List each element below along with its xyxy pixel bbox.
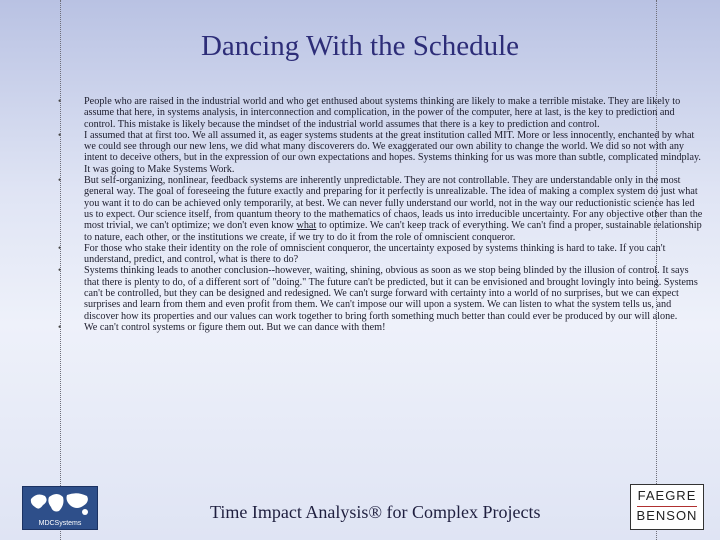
bullet-item (58, 96, 704, 130)
emphasis-what: what (296, 220, 317, 232)
bullet-item (58, 175, 704, 243)
bullet-marker: • (58, 96, 62, 106)
bullet-item (58, 322, 704, 333)
bullet-text: But self-organizing, nonlinear, feedback systems are inherently unpredictable. They are not controllable. They are understandable only in the most general way. The goal of foreseeing the future exactly and preparing for it perfectly is unrealizable. The idea of making a complex system do just what you want it to do can be achieved only temporarily, at best. We can never fully understand our world, not in the way our reductionistic science has led us to expect. Our science itself, from quantum theory to the mathematics of chaos, leads us into irreducible uncertainty. For any objective other than the most trivial, we can't optimize; we don't even know what to optimize. We can't keep track of everything. We can't find a proper, sustainable relationship to nature, each other, or the institutions we create, if we try to do it from the role of omniscient conqueror. (84, 175, 703, 243)
benson-text: BENSON (636, 508, 698, 523)
bullet-item (58, 265, 704, 321)
faegre-text: FAEGRE (637, 488, 697, 503)
bullet-item (58, 243, 704, 266)
bullet-text: Systems thinking leads to another conclusion--however, waiting, shining, obvious as soon as we stop being blinded by the illusion of control. It says that there is plenty to do, of a different sort of "doing." The future can't be predicted, but it can be envisioned and brought lovingly into being. Systems can't be controlled, but they can be designed and redesigned. We can't surge forward with certainty into a world of no surprises, but we can expect surprises and learn from them and even profit from them. We can't impose our will upon a system. We can listen to what the system tells us, and discover how its properties and our values can work together to bring forth something much better than could ever be produced by our will alone. (84, 265, 698, 322)
bullet-text: For those who stake their identity on the role of omniscient conqueror, the uncertainty exposed by systems thinking is hard to take. If you can't understand, predict, and control, what is there to do? (84, 242, 666, 266)
bullet-text: I assumed that at first too. We all assumed it, as eager systems students at the great institution called MIT. More or less innocently, enchanted by what we could see through our new lens, we did what many discoverers do. We exaggerated our own ability to change the world. We did so not with any intent to deceive others, but in the expression of our own expectations and hopes. Systems thinking for us was more than subtle, complicated mindplay. It was going to Make Systems Work. (84, 129, 701, 175)
bullet-text: People who are raised in the industrial world and who get enthused about systems thinking are likely to make a terrible mistake. They are likely to assume that here, in systems analysis, in interconnection and complication, in the power of the computer, here at last, is the key to prediction and control. This mistake is likely because the mindset of the industrial world assumes that there is a key to prediction and control. (84, 96, 681, 130)
bullet-marker: • (58, 265, 62, 276)
bullet-item (58, 130, 704, 175)
bullet-list (58, 96, 704, 333)
world-map-icon (27, 489, 93, 519)
bullet-marker: • (58, 175, 62, 186)
footer-text: Time Impact Analysis® for Complex Projects (210, 502, 541, 522)
bullet-marker: • (58, 129, 62, 140)
slide-title: Dancing With the Schedule (200, 30, 520, 62)
mdc-systems-logo (22, 486, 98, 530)
bullet-marker: • (58, 321, 62, 332)
bullet-marker: • (58, 242, 62, 253)
faegre-benson-logo (630, 484, 704, 530)
bullet-text: We can't control systems or figure them out. But we can dance with them! (84, 321, 386, 333)
logo-divider (637, 506, 697, 507)
mdc-systems-logo-text: MDCSystems (38, 520, 82, 527)
